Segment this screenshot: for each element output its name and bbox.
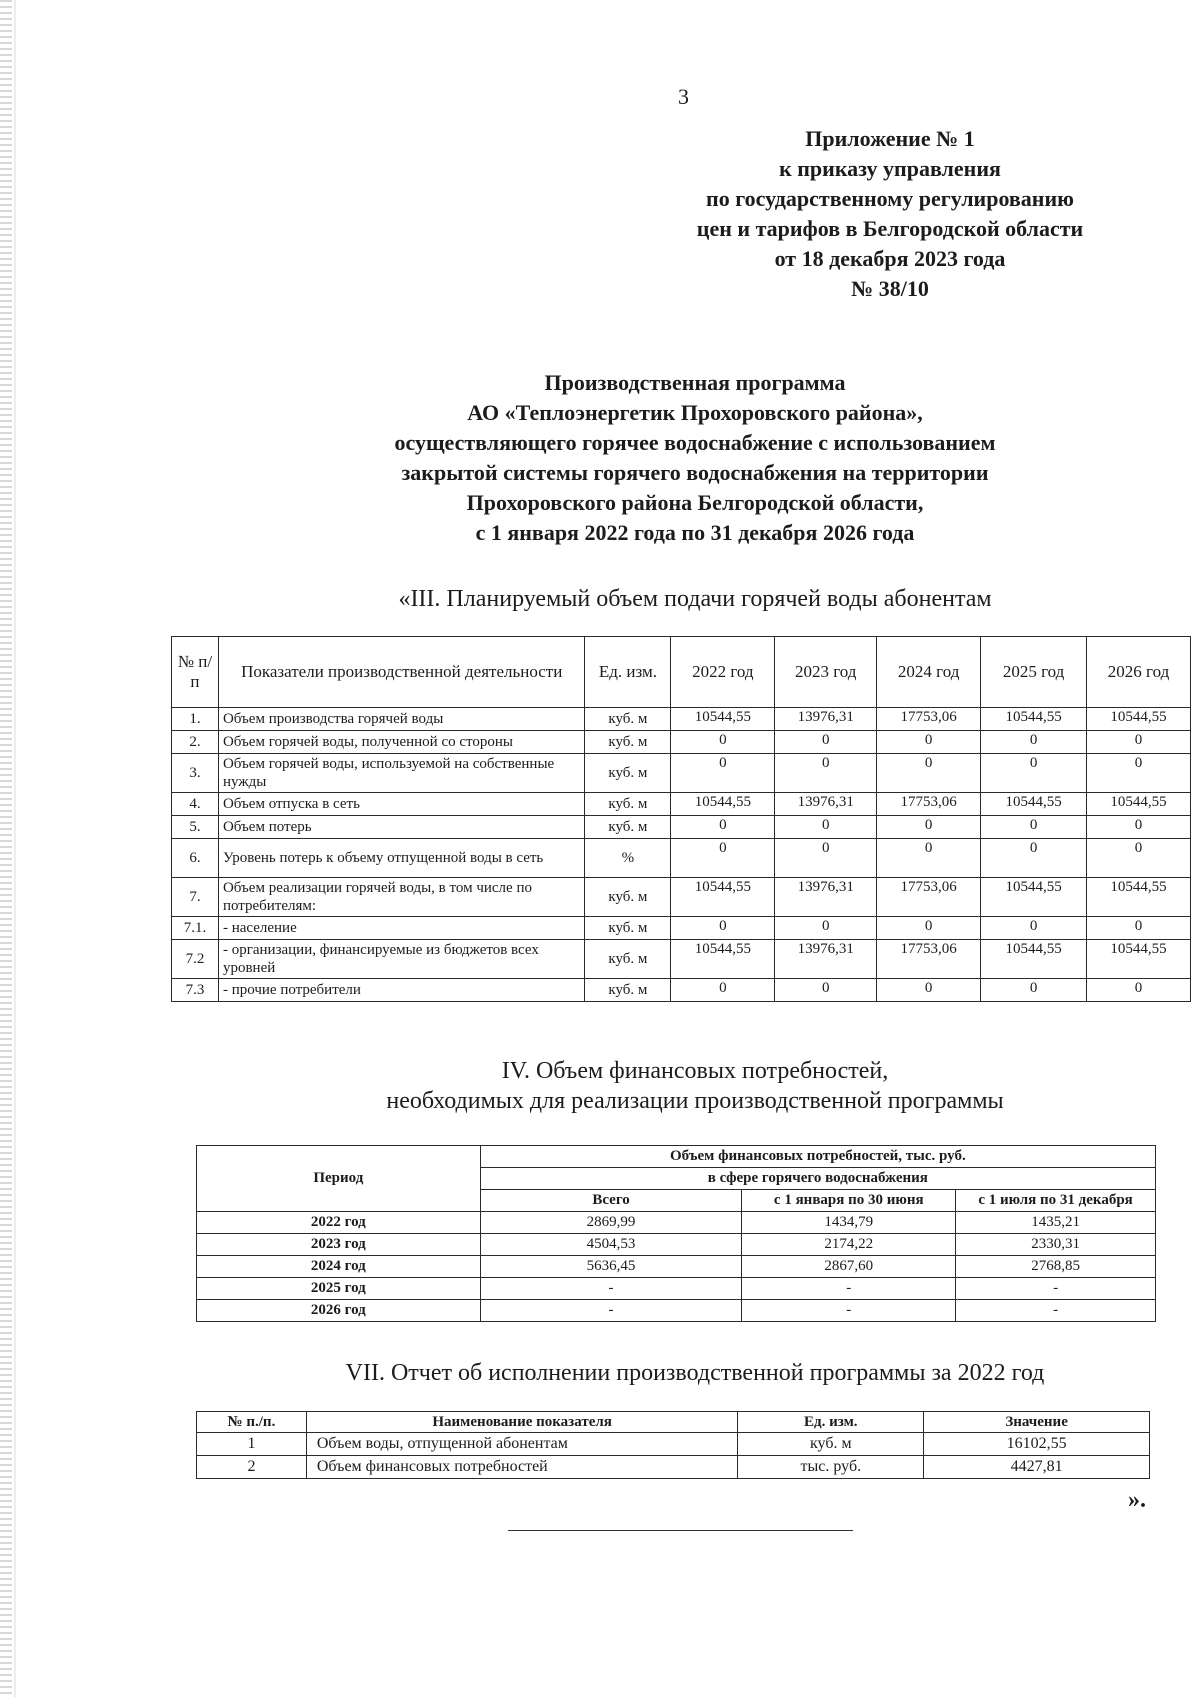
value-2024: 0 [877,754,981,793]
table-row [197,1456,1150,1479]
row-unit: куб. м [738,1433,924,1456]
value-2024: 17753,06 [877,940,981,979]
financial-needs-table [196,1145,1156,1322]
value-2023: 0 [775,754,877,793]
row-first-half: - [742,1300,956,1322]
row-num: 6. [172,839,219,878]
section4-title-line1: IV. Объем финансовых потребностей, [501,1058,889,1084]
value-2024: 0 [877,917,981,940]
row-period: 2022 год [197,1212,481,1234]
row-indicator-name: Объем воды, отпущенной абонентам [306,1433,738,1456]
section7-title: VII. Отчет об исполнении производственной программы за 2022 год [345,1360,1045,1386]
scan-edge [0,0,12,1697]
row-second-half: 2330,31 [956,1234,1156,1256]
appendix-block [655,124,1125,304]
row-indicator: Объем потерь [218,816,585,839]
table-row [172,816,1191,839]
row-indicator: Уровень потерь к объему отпущенной воды в сеть [218,839,585,878]
value-2022: 0 [671,731,775,754]
row-num: 7.3 [172,979,219,1002]
table-row [172,731,1191,754]
row-indicator-name: Объем финансовых потребностей [306,1456,738,1479]
row-num: 4. [172,793,219,816]
value-2023: 13976,31 [775,708,877,731]
value-2023: 13976,31 [775,940,877,979]
value-2023: 13976,31 [775,878,877,917]
value-2022: 10544,55 [671,793,775,816]
row-unit: куб. м [585,878,671,917]
value-2024: 0 [877,816,981,839]
row-indicator: Объем горячей воды, полученной со стороны [218,731,585,754]
program-title-line: закрытой системы горячего водоснабжения на территории [401,460,989,485]
value-2022: 10544,55 [671,708,775,731]
section3-title: «III. Планируемый объем подачи горячей воды абонентам [398,586,992,612]
table-row [172,917,1191,940]
row-num: 1 [197,1433,307,1456]
appendix-line: по государственному регулированию [706,186,1074,211]
end-divider [508,1530,853,1531]
row-first-half: 2174,22 [742,1234,956,1256]
value-2024: 0 [877,731,981,754]
value-2023: 0 [775,816,877,839]
value-2022: 0 [671,979,775,1002]
col-header-2025: 2025 год [981,637,1087,708]
value-2022: 10544,55 [671,878,775,917]
col-header-indicator: Показатели производственной деятельности [218,637,585,708]
row-num: 5. [172,816,219,839]
row-first-half: 2867,60 [742,1256,956,1278]
supply-volume-table [171,636,1191,1002]
table-row [172,839,1191,878]
value-2022: 0 [671,839,775,878]
row-second-half: 2768,85 [956,1256,1156,1278]
row-unit: куб. м [585,917,671,940]
col-header-2023: 2023 год [775,637,877,708]
value-2025: 0 [981,839,1087,878]
row-second-half: 1435,21 [956,1212,1156,1234]
row-unit: тыс. руб. [738,1456,924,1479]
col-header-total: Всего [480,1190,742,1212]
section4-title-line2: необходимых для реализации производственной программы [386,1088,1004,1114]
row-indicator: - население [218,917,585,940]
value-2026: 10544,55 [1087,878,1191,917]
col-header-first-half: с 1 января по 30 июня [742,1190,956,1212]
row-value: 16102,55 [924,1433,1150,1456]
row-total: 2869,99 [480,1212,742,1234]
row-total: 5636,45 [480,1256,742,1278]
value-2025: 10544,55 [981,878,1087,917]
program-title-line: Производственная программа [544,370,846,395]
value-2024: 0 [877,979,981,1002]
value-2024: 0 [877,839,981,878]
row-unit: куб. м [585,754,671,793]
value-2026: 0 [1087,754,1191,793]
value-2024: 17753,06 [877,708,981,731]
col-header-value: Значение [924,1412,1150,1433]
row-second-half: - [956,1278,1156,1300]
col-header-num: № п./п. [197,1412,307,1433]
table-row [172,754,1191,793]
table-row [172,979,1191,1002]
table-header-row [172,637,1191,708]
value-2026: 10544,55 [1087,793,1191,816]
page-number: 3 [678,84,689,109]
row-num: 3. [172,754,219,793]
value-2026: 10544,55 [1087,940,1191,979]
appendix-line: № 38/10 [851,276,929,301]
value-2025: 0 [981,731,1087,754]
table-row [172,878,1191,917]
table-row [197,1256,1156,1278]
value-2023: 0 [775,917,877,940]
row-unit: куб. м [585,979,671,1002]
col-header-2022: 2022 год [671,637,775,708]
table-header-row [197,1146,1156,1168]
value-2025: 10544,55 [981,940,1087,979]
value-2025: 0 [981,917,1087,940]
execution-report-table [196,1411,1150,1479]
program-title-line: с 1 января 2022 года по 31 декабря 2026 года [475,520,915,545]
col-header-second-half: с 1 июля по 31 декабря [956,1190,1156,1212]
row-num: 7.2 [172,940,219,979]
value-2025: 0 [981,754,1087,793]
col-header-indicator-name: Наименование показателя [306,1412,738,1433]
value-2024: 17753,06 [877,878,981,917]
value-2026: 0 [1087,816,1191,839]
row-first-half: - [742,1278,956,1300]
row-indicator: - организации, финансируемые из бюджетов всех уровней [218,940,585,979]
table-row [197,1212,1156,1234]
row-indicator: Объем реализации горячей воды, в том числе по потребителям: [218,878,585,917]
row-value: 4427,81 [924,1456,1150,1479]
value-2023: 0 [775,731,877,754]
row-period: 2026 год [197,1300,481,1322]
table-row [197,1234,1156,1256]
row-num: 1. [172,708,219,731]
value-2023: 13976,31 [775,793,877,816]
row-total: 4504,53 [480,1234,742,1256]
row-num: 2. [172,731,219,754]
row-indicator: Объем отпуска в сеть [218,793,585,816]
value-2026: 0 [1087,839,1191,878]
table-row [172,940,1191,979]
table-row [197,1300,1156,1322]
row-unit: куб. м [585,708,671,731]
value-2025: 10544,55 [981,708,1087,731]
appendix-line: к приказу управления [779,156,1001,181]
table-row [172,793,1191,816]
row-first-half: 1434,79 [742,1212,956,1234]
col-header-period: Период [197,1146,481,1212]
row-period: 2024 год [197,1256,481,1278]
row-unit: куб. м [585,731,671,754]
table-row [197,1433,1150,1456]
col-header-num: № п/п [172,637,219,708]
row-unit: куб. м [585,940,671,979]
row-unit: куб. м [585,793,671,816]
col-header-financial-needs: Объем финансовых потребностей, тыс. руб. [480,1146,1155,1168]
value-2026: 0 [1087,731,1191,754]
row-total: - [480,1300,742,1322]
program-title-line: Прохоровского района Белгородской области, [466,490,924,515]
value-2024: 17753,06 [877,793,981,816]
row-unit: % [585,839,671,878]
value-2026: 0 [1087,917,1191,940]
col-header-2024: 2024 год [877,637,981,708]
row-indicator: Объем производства горячей воды [218,708,585,731]
col-header-2026: 2026 год [1087,637,1191,708]
scan-edge-line [14,0,16,1697]
row-period: 2023 год [197,1234,481,1256]
program-title-line: осуществляющего горячее водоснабжение с использованием [394,430,996,455]
value-2025: 10544,55 [981,793,1087,816]
row-indicator: Объем горячей воды, используемой на собственные нужды [218,754,585,793]
row-num: 7. [172,878,219,917]
closing-quote: ». [1128,1487,1146,1513]
appendix-line: от 18 декабря 2023 года [774,246,1006,271]
row-total: - [480,1278,742,1300]
value-2022: 0 [671,816,775,839]
program-title [170,368,1200,548]
value-2025: 0 [981,979,1087,1002]
table-header-row [197,1412,1150,1433]
value-2025: 0 [981,816,1087,839]
appendix-line: Приложение № 1 [805,126,975,151]
row-num: 2 [197,1456,307,1479]
table-row [197,1278,1156,1300]
row-second-half: - [956,1300,1156,1322]
value-2022: 0 [671,917,775,940]
value-2026: 0 [1087,979,1191,1002]
table-row [172,708,1191,731]
value-2022: 0 [671,754,775,793]
row-num: 7.1. [172,917,219,940]
row-indicator: - прочие потребители [218,979,585,1002]
col-header-hot-water: в сфере горячего водоснабжения [480,1168,1155,1190]
col-header-unit: Ед. изм. [585,637,671,708]
row-period: 2025 год [197,1278,481,1300]
value-2023: 0 [775,839,877,878]
value-2022: 10544,55 [671,940,775,979]
appendix-line: цен и тарифов в Белгородской области [696,216,1084,241]
program-title-line: АО «Теплоэнергетик Прохоровского района», [467,400,923,425]
col-header-unit: Ед. изм. [738,1412,924,1433]
value-2023: 0 [775,979,877,1002]
row-unit: куб. м [585,816,671,839]
value-2026: 10544,55 [1087,708,1191,731]
